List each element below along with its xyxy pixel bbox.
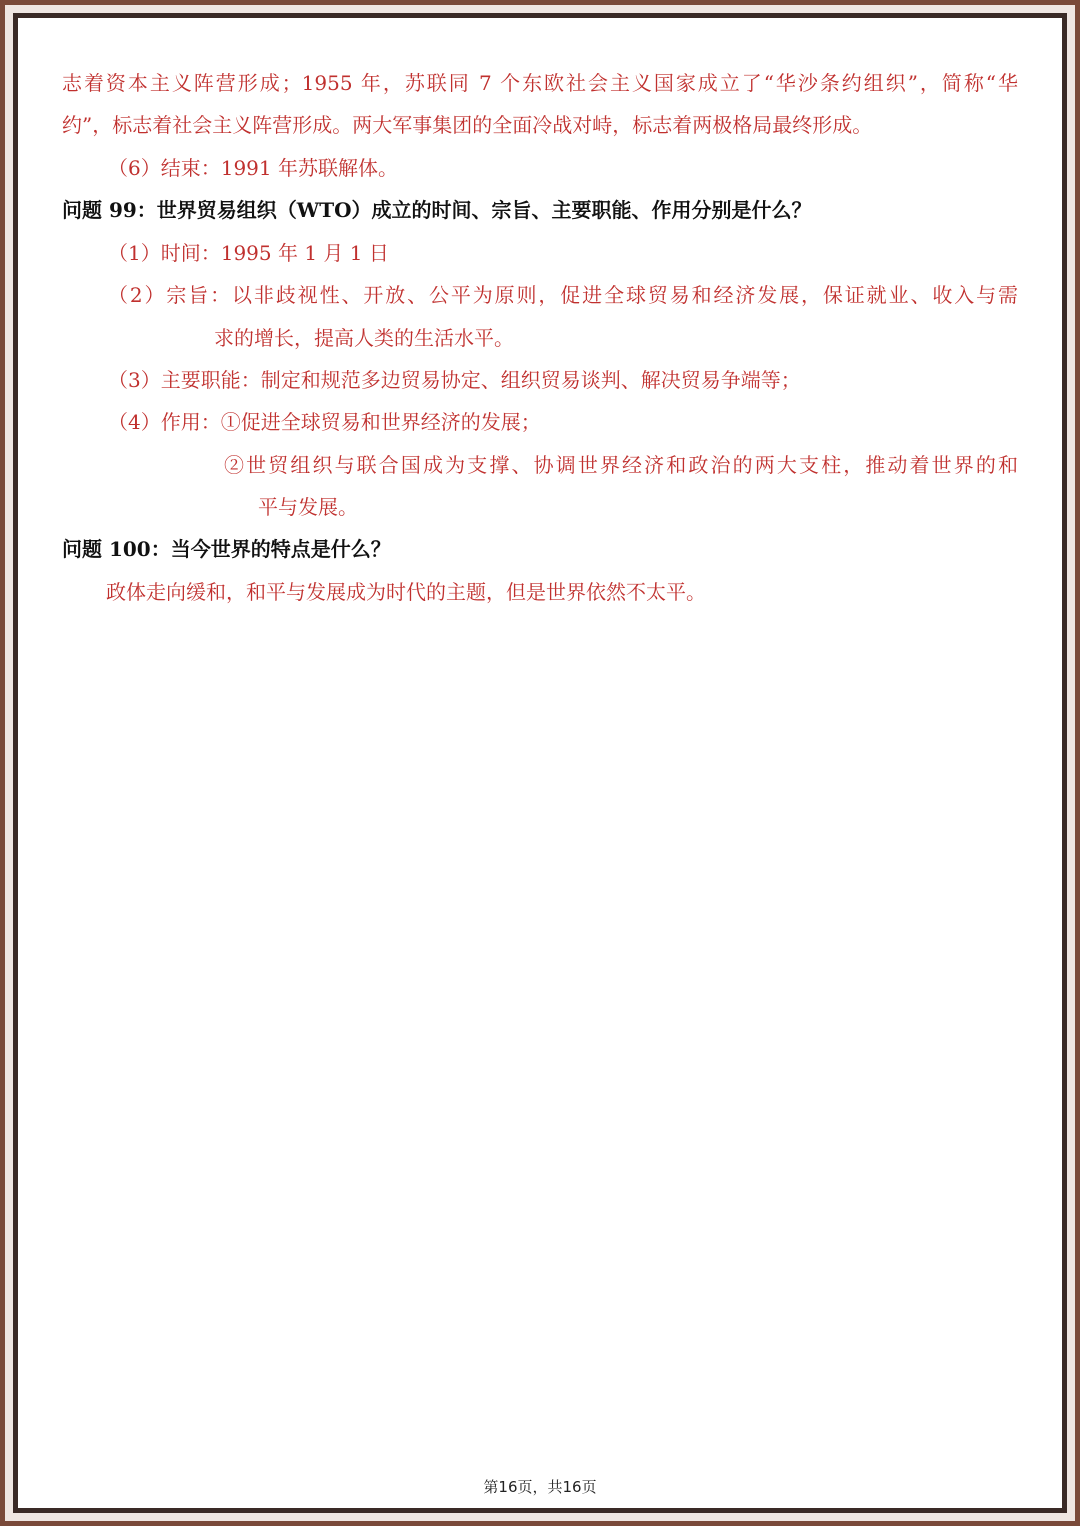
text-line-1: 志着资本主义阵营形成；1955 年，苏联同 7 个东欧社会主义国家成立了“华沙条约组织”，简称“华	[62, 71, 1018, 95]
text-line-2: 约”，标志着社会主义阵营形成。两大军事集团的全面冷战对峙，标志着两极格局最终形成。	[62, 113, 873, 137]
text-line-3: （6）结束：1991 年苏联解体。	[108, 156, 398, 180]
answer-99-functions: （3）主要职能：制定和规范多边贸易协定、组织贸易谈判、解决贸易争端等；	[108, 368, 801, 392]
answer-99-purpose-line-2: 求的增长，提高人类的生活水平。	[214, 326, 514, 350]
question-99-heading: 问题 99：世界贸易组织（WTO）成立的时间、宗旨、主要职能、作用分别是什么？	[62, 198, 812, 222]
answer-99-role-line-2: ②世贸组织与联合国成为支撑、协调世界经济和政治的两大支柱，推动着世界的和	[224, 453, 1018, 477]
question-100-heading: 问题 100：当今世界的特点是什么？	[62, 537, 391, 561]
answer-100: 政体走向缓和，和平与发展成为时代的主题，但是世界依然不太平。	[106, 580, 706, 604]
answer-99-purpose-line-1: （2）宗旨：以非歧视性、开放、公平为原则，促进全球贸易和经济发展，保证就业、收入与需	[108, 283, 1018, 307]
answer-99-time: （1）时间：1995 年 1 月 1 日	[108, 241, 389, 265]
answer-99-role-line-1: （4）作用：①促进全球贸易和世界经济的发展；	[108, 410, 541, 434]
page-number-footer: 第16页，共16页	[483, 1478, 597, 1496]
answer-99-role-line-3: 平与发展。	[258, 495, 358, 519]
